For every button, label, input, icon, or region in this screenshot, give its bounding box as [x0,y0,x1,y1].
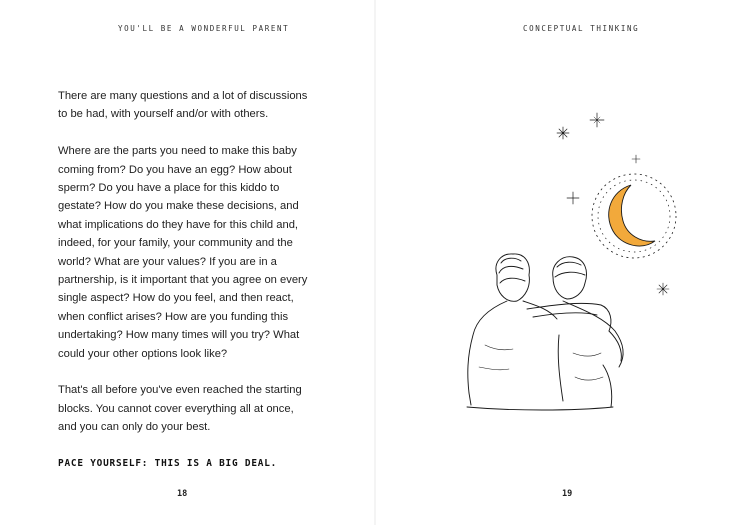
paragraph-3: That's all before you've even reached the starting blocks. You cannot cover everything all at once, and you can only do your best. [58,384,302,434]
right-page [375,0,750,525]
paragraph-1: There are many questions and a lot of discussions to be had, with yourself and/or with others. [58,90,308,121]
sparkle-star-icon [632,155,640,163]
page-number-right: 19 [562,489,573,499]
running-head-right: CONCEPTUAL THINKING [523,24,640,33]
callout-heading: PACE YOURSELF: THIS IS A BIG DEAL. [58,458,278,470]
sparkle-star-icon [557,127,569,139]
sparkle-star-icon [567,192,579,204]
paragraph-2: Where are the parts you need to make this baby coming from? Do you have an egg? How about sperm? Do you have a place for this kiddo to gestate? How do you make these decisions, and what implications do they have for this child and, indeed, for your family, your community and the world? What are your values? If you are in a partnership, is it important that you agree on every single aspect? How do you feel, and then react, when conflict arises? How are you funding this undertaking? How many times will you try? What could your other options look like? [58,145,308,360]
crescent-moon-icon [592,174,676,258]
page-number-left: 18 [177,489,188,499]
sparkle-star-icon [657,283,669,295]
sparkle-star-icon [590,113,604,127]
sitting-couple-icon [467,254,623,410]
body-text [58,87,308,473]
running-head-left: YOU'LL BE A WONDERFUL PARENT [118,24,290,33]
couple-under-moon-illustration [463,105,723,425]
